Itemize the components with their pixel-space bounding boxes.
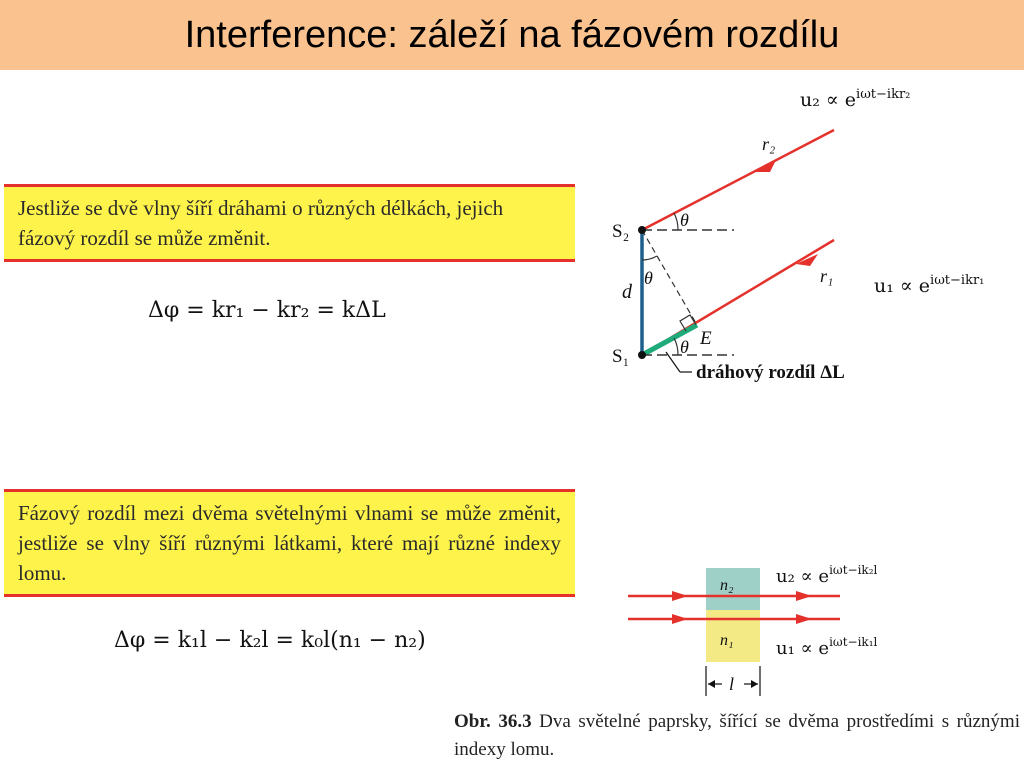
ray-upper-arrow-right: [796, 591, 812, 601]
label-r2: r₂: [762, 134, 776, 154]
path-difference-note: Jestliže se dvě vlny šíří dráhami o různých délkách, jejich fázový rozdíl se může změnit.: [4, 184, 575, 262]
ray-lower-arrow-right: [796, 614, 812, 624]
label-theta-top: θ: [680, 210, 689, 230]
two-media-diagram: [620, 548, 1024, 703]
title-bar: [0, 0, 1024, 70]
phase-difference-equation-path: Δφ = kr₁ − kr₂ = kΔL: [148, 298, 386, 323]
phase-difference-equation-media: Δφ = k₁l − k₂l = k₀l(n₁ − n₂): [114, 628, 426, 653]
label-s1: S₁: [612, 346, 630, 367]
label-n1: n₁: [720, 632, 734, 649]
theta-arc-mid: [642, 256, 657, 260]
wave1-formula: $u_1 \propto e^{i\omega t-ikr_1}$: [874, 273, 985, 297]
wave2-formula: $u_2 \propto e^{i\omega t-ikr_2}$: [800, 87, 911, 111]
slide-title: Interference: záleží na fázovém rozdílu: [184, 13, 840, 56]
theta-arc-bottom: [674, 338, 678, 355]
ray-r2: [642, 130, 834, 230]
label-s2: S₂: [612, 221, 630, 242]
label-l: l: [729, 674, 735, 694]
width-arrowhead-left: [708, 680, 715, 688]
label-r1: r₁: [820, 266, 834, 286]
label-e: E: [700, 328, 712, 349]
figure-caption: [454, 708, 1020, 764]
width-arrowhead-right: [751, 680, 758, 688]
ray-upper-arrow-left: [672, 591, 688, 601]
path-difference-diagram: [600, 80, 1024, 390]
wave1-media-formula: $u_1 \propto e^{i\omega t-ik_1l}$: [776, 635, 878, 659]
label-n2: n₂: [720, 577, 734, 594]
label-d: d: [622, 281, 632, 303]
path-difference-label: dráhový rozdíl ΔL: [696, 362, 845, 383]
refractive-index-note: Fázový rozdíl mezi dvěma světelnými vlnami se může změnit, jestliže se vlny šíří různými látkami, které mají různé indexy lomu.: [4, 489, 575, 597]
caption-text: Dva světelné paprsky, šířící se dvěma prostředími s různými indexy lomu.: [454, 711, 1020, 760]
label-theta-bottom: θ: [680, 337, 689, 357]
theta-arc-top: [674, 213, 678, 230]
caption-label: Obr. 36.3: [454, 711, 532, 732]
ray-lower-arrow-left: [672, 614, 688, 624]
wave2-media-formula: $u_2 \propto e^{i\omega t-ik_2l}$: [776, 563, 878, 587]
source-s2: [638, 226, 646, 234]
label-theta-mid: θ: [644, 268, 653, 288]
source-s1: [638, 351, 646, 359]
